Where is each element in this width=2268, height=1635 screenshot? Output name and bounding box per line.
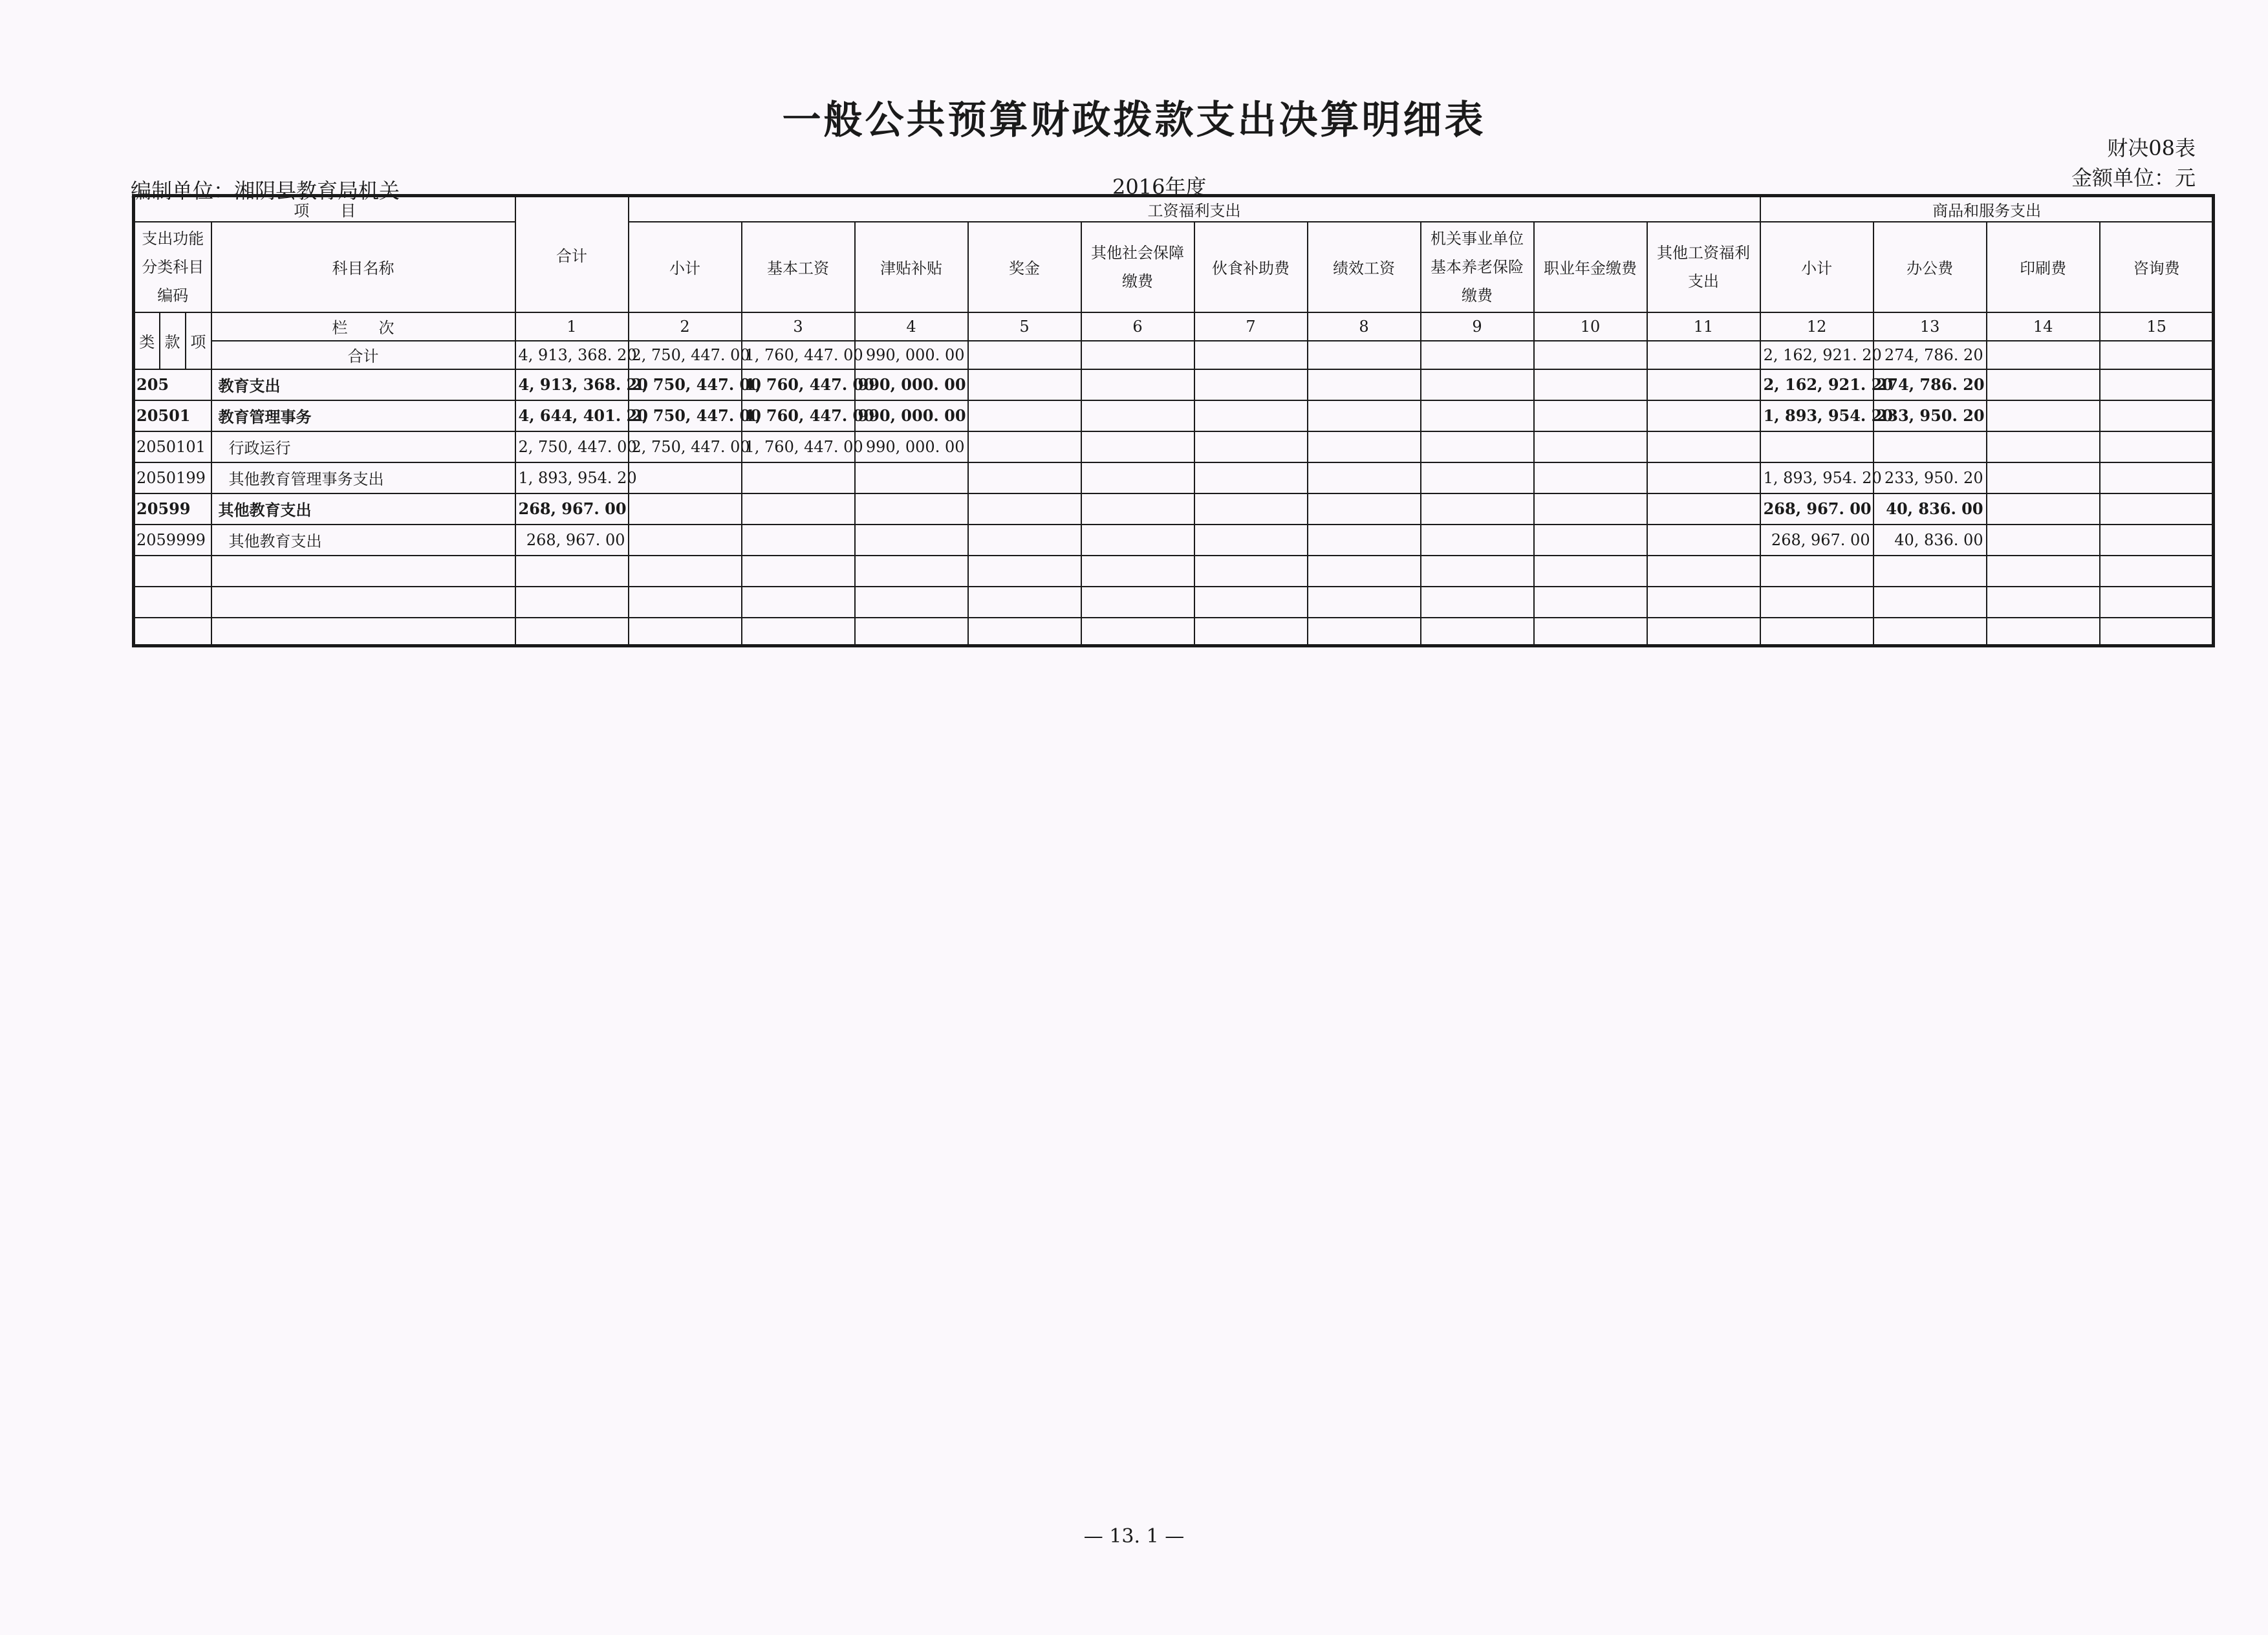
empty-cell bbox=[2100, 431, 2214, 462]
basic-wage-cell bbox=[742, 462, 855, 493]
empty-cell bbox=[2100, 341, 2214, 369]
column-number: 4 bbox=[855, 312, 968, 341]
code-cell: 2059999 bbox=[134, 525, 211, 556]
empty-cell bbox=[1647, 369, 1760, 400]
empty-cell bbox=[968, 525, 1081, 556]
office-cell bbox=[1874, 431, 1987, 462]
basic-wage-cell bbox=[742, 525, 855, 556]
header-kuan: 款 bbox=[160, 312, 186, 369]
empty-cell bbox=[968, 341, 1081, 369]
empty-cell bbox=[2100, 369, 2214, 400]
basic-wage-cell: 1, 760, 447. 00 bbox=[742, 431, 855, 462]
name-cell: 合计 bbox=[211, 341, 515, 369]
table-row bbox=[134, 369, 2214, 400]
table-row bbox=[134, 525, 2214, 556]
table-row bbox=[134, 341, 2214, 369]
name-cell: 其他教育管理事务支出 bbox=[211, 462, 515, 493]
empty-cell bbox=[1308, 525, 1421, 556]
empty-cell bbox=[1081, 369, 1194, 400]
empty-cell bbox=[968, 493, 1081, 525]
expenditure-table bbox=[132, 194, 2215, 647]
empty-cell bbox=[1987, 369, 2100, 400]
table-row bbox=[134, 400, 2214, 431]
code-cell: 205 bbox=[134, 369, 211, 400]
empty-cell bbox=[1987, 400, 2100, 431]
allowance-cell: 990, 000. 00 bbox=[855, 341, 968, 369]
total-cell: 4, 644, 401. 20 bbox=[515, 400, 629, 431]
amount-unit: 金额单位：元 bbox=[2071, 166, 2196, 190]
empty-cell bbox=[1647, 400, 1760, 431]
table-row bbox=[134, 462, 2214, 493]
header-subtotal-goods: 小计 bbox=[1760, 222, 1874, 312]
table-row-blank bbox=[134, 587, 2214, 618]
office-cell: 40, 836. 00 bbox=[1874, 493, 1987, 525]
header-group-wage: 工资福利支出 bbox=[629, 196, 1760, 222]
compiling-unit: 编制单位：湘阴县教育局机关 bbox=[131, 179, 400, 203]
header-lei: 类 bbox=[134, 312, 160, 369]
empty-cell bbox=[1194, 462, 1308, 493]
header-social-security: 其他社会保障缴费 bbox=[1081, 222, 1194, 312]
empty-cell bbox=[1081, 341, 1194, 369]
empty-cell bbox=[1534, 341, 1647, 369]
empty-cell bbox=[1081, 493, 1194, 525]
empty-cell bbox=[1421, 369, 1534, 400]
column-number: 12 bbox=[1760, 312, 1874, 341]
header-meal-allowance: 伙食补助费 bbox=[1194, 222, 1308, 312]
allowance-cell bbox=[855, 493, 968, 525]
total-cell: 1, 893, 954. 20 bbox=[515, 462, 629, 493]
total-cell: 2, 750, 447. 00 bbox=[515, 431, 629, 462]
column-number: 11 bbox=[1647, 312, 1760, 341]
empty-cell bbox=[968, 431, 1081, 462]
header-bonus: 奖金 bbox=[968, 222, 1081, 312]
total-cell: 268, 967. 00 bbox=[515, 493, 629, 525]
wage-subtotal-cell: 2, 750, 447. 00 bbox=[629, 431, 742, 462]
empty-cell bbox=[2100, 525, 2214, 556]
table-row bbox=[134, 431, 2214, 462]
empty-cell bbox=[1647, 462, 1760, 493]
wage-subtotal-cell: 2, 750, 447. 00 bbox=[629, 369, 742, 400]
empty-cell bbox=[1308, 341, 1421, 369]
empty-cell bbox=[968, 400, 1081, 431]
total-cell: 268, 967. 00 bbox=[515, 525, 629, 556]
empty-cell bbox=[1534, 525, 1647, 556]
column-number: 14 bbox=[1987, 312, 2100, 341]
form-number: 财决08表 bbox=[2107, 136, 2196, 160]
code-cell: 20501 bbox=[134, 400, 211, 431]
empty-cell bbox=[1194, 431, 1308, 462]
header-office: 办公费 bbox=[1874, 222, 1987, 312]
header-group-goods: 商品和服务支出 bbox=[1760, 196, 2214, 222]
name-cell: 行政运行 bbox=[211, 431, 515, 462]
header-xiang: 项 bbox=[186, 312, 211, 369]
page-number: — 13. 1 — bbox=[1083, 1525, 1185, 1548]
column-number: 3 bbox=[742, 312, 855, 341]
basic-wage-cell: 1, 760, 447. 00 bbox=[742, 369, 855, 400]
empty-cell bbox=[968, 369, 1081, 400]
header-pension: 机关事业单位基本养老保险缴费 bbox=[1421, 222, 1534, 312]
name-cell: 教育支出 bbox=[211, 369, 515, 400]
empty-cell bbox=[1194, 493, 1308, 525]
empty-cell bbox=[1194, 525, 1308, 556]
empty-cell bbox=[1194, 369, 1308, 400]
basic-wage-cell: 1, 760, 447. 00 bbox=[742, 400, 855, 431]
goods-subtotal-cell: 1, 893, 954. 20 bbox=[1760, 462, 1874, 493]
header-allowance: 津贴补贴 bbox=[855, 222, 968, 312]
column-number: 8 bbox=[1308, 312, 1421, 341]
header-column-index: 栏 次 bbox=[211, 312, 515, 341]
office-cell: 40, 836. 00 bbox=[1874, 525, 1987, 556]
goods-subtotal-cell: 1, 893, 954. 20 bbox=[1760, 400, 1874, 431]
empty-cell bbox=[1987, 525, 2100, 556]
office-cell: 233, 950. 20 bbox=[1874, 462, 1987, 493]
allowance-cell: 990, 000. 00 bbox=[855, 431, 968, 462]
basic-wage-cell: 1, 760, 447. 00 bbox=[742, 341, 855, 369]
empty-cell bbox=[1421, 341, 1534, 369]
empty-cell bbox=[1987, 341, 2100, 369]
header-other-wage: 其他工资福利支出 bbox=[1647, 222, 1760, 312]
table-row-blank bbox=[134, 556, 2214, 587]
column-number: 6 bbox=[1081, 312, 1194, 341]
basic-wage-cell bbox=[742, 493, 855, 525]
header-total: 合计 bbox=[515, 196, 629, 312]
empty-cell bbox=[1534, 462, 1647, 493]
empty-cell bbox=[2100, 400, 2214, 431]
empty-cell bbox=[1308, 462, 1421, 493]
empty-cell bbox=[1987, 462, 2100, 493]
empty-cell bbox=[1647, 525, 1760, 556]
empty-cell bbox=[1308, 369, 1421, 400]
wage-subtotal-cell bbox=[629, 462, 742, 493]
empty-cell bbox=[1421, 462, 1534, 493]
header-performance-pay: 绩效工资 bbox=[1308, 222, 1421, 312]
fiscal-year: 2016年度 bbox=[1112, 175, 1207, 199]
goods-subtotal-cell bbox=[1760, 431, 1874, 462]
empty-cell bbox=[2100, 462, 2214, 493]
empty-cell bbox=[1421, 525, 1534, 556]
office-cell: 274, 786. 20 bbox=[1874, 369, 1987, 400]
empty-cell bbox=[1987, 493, 2100, 525]
column-number: 2 bbox=[629, 312, 742, 341]
empty-cell bbox=[1194, 341, 1308, 369]
empty-cell bbox=[1534, 400, 1647, 431]
header-name: 科目名称 bbox=[211, 222, 515, 312]
wage-subtotal-cell: 2, 750, 447. 00 bbox=[629, 400, 742, 431]
empty-cell bbox=[1647, 493, 1760, 525]
empty-cell bbox=[1647, 341, 1760, 369]
header-printing: 印刷费 bbox=[1987, 222, 2100, 312]
name-cell: 教育管理事务 bbox=[211, 400, 515, 431]
column-number: 1 bbox=[515, 312, 629, 341]
name-cell: 其他教育支出 bbox=[211, 525, 515, 556]
office-cell: 233, 950. 20 bbox=[1874, 400, 1987, 431]
header-basic-wage: 基本工资 bbox=[742, 222, 855, 312]
empty-cell bbox=[1421, 400, 1534, 431]
page-title: 一般公共预算财政拨款支出决算明细表 bbox=[782, 98, 1486, 143]
goods-subtotal-cell: 268, 967. 00 bbox=[1760, 525, 1874, 556]
header-annuity: 职业年金缴费 bbox=[1534, 222, 1647, 312]
empty-cell bbox=[1421, 431, 1534, 462]
empty-cell bbox=[1647, 431, 1760, 462]
allowance-cell bbox=[855, 525, 968, 556]
header-code: 支出功能分类科目编码 bbox=[134, 222, 211, 312]
table-row-blank bbox=[134, 618, 2214, 646]
empty-cell bbox=[968, 462, 1081, 493]
header-consulting: 咨询费 bbox=[2100, 222, 2214, 312]
total-cell: 4, 913, 368. 20 bbox=[515, 341, 629, 369]
column-number: 13 bbox=[1874, 312, 1987, 341]
allowance-cell: 990, 000. 00 bbox=[855, 369, 968, 400]
code-cell: 2050199 bbox=[134, 462, 211, 493]
goods-subtotal-cell: 268, 967. 00 bbox=[1760, 493, 1874, 525]
allowance-cell bbox=[855, 462, 968, 493]
empty-cell bbox=[1081, 525, 1194, 556]
header-project: 项 目 bbox=[134, 196, 515, 222]
table-row bbox=[134, 493, 2214, 525]
empty-cell bbox=[1421, 493, 1534, 525]
goods-subtotal-cell: 2, 162, 921. 20 bbox=[1760, 341, 1874, 369]
allowance-cell: 990, 000. 00 bbox=[855, 400, 968, 431]
total-cell: 4, 913, 368. 20 bbox=[515, 369, 629, 400]
column-number: 9 bbox=[1421, 312, 1534, 341]
empty-cell bbox=[1308, 400, 1421, 431]
wage-subtotal-cell bbox=[629, 525, 742, 556]
empty-cell bbox=[1081, 431, 1194, 462]
code-cell: 2050101 bbox=[134, 431, 211, 462]
office-cell: 274, 786. 20 bbox=[1874, 341, 1987, 369]
goods-subtotal-cell: 2, 162, 921. 20 bbox=[1760, 369, 1874, 400]
name-cell: 其他教育支出 bbox=[211, 493, 515, 525]
column-number: 7 bbox=[1194, 312, 1308, 341]
empty-cell bbox=[1308, 493, 1421, 525]
wage-subtotal-cell bbox=[629, 493, 742, 525]
code-cell: 20599 bbox=[134, 493, 211, 525]
column-number: 15 bbox=[2100, 312, 2214, 341]
empty-cell bbox=[1194, 400, 1308, 431]
empty-cell bbox=[1081, 400, 1194, 431]
empty-cell bbox=[1987, 431, 2100, 462]
column-number: 5 bbox=[968, 312, 1081, 341]
wage-subtotal-cell: 2, 750, 447. 00 bbox=[629, 341, 742, 369]
empty-cell bbox=[1081, 462, 1194, 493]
empty-cell bbox=[1534, 369, 1647, 400]
column-number: 10 bbox=[1534, 312, 1647, 341]
empty-cell bbox=[1534, 431, 1647, 462]
empty-cell bbox=[2100, 493, 2214, 525]
empty-cell bbox=[1534, 493, 1647, 525]
header-subtotal: 小计 bbox=[629, 222, 742, 312]
empty-cell bbox=[1308, 431, 1421, 462]
